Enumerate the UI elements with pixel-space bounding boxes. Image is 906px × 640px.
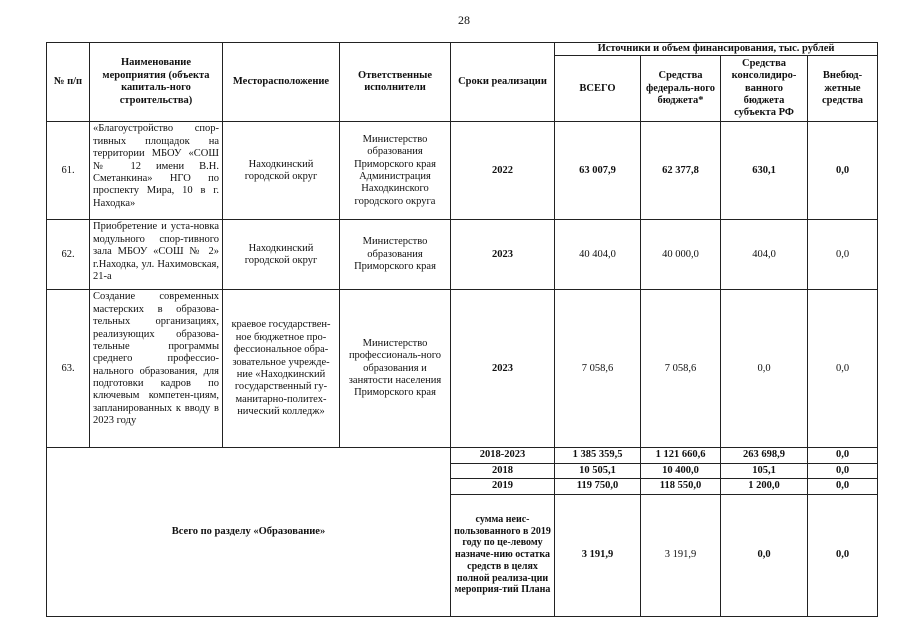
header-sources: Источники и объем финансирования, тыс. рублей	[555, 43, 878, 56]
header-terms: Сроки реализации	[451, 43, 555, 122]
row-name: Приобретение и уста-новка модульного спор-тивного зала МБОУ «СОШ № 2» г.Находка, ул. Нахимовская, 21-а	[90, 220, 223, 290]
summary-regional: 263 698,9	[721, 448, 808, 463]
summary-extra: 0,0	[808, 479, 878, 494]
table-row	[47, 290, 878, 448]
row-extra: 0,0	[808, 290, 878, 448]
table-row	[47, 122, 878, 220]
row-federal: 40 000,0	[641, 220, 721, 290]
header-name: Наименование мероприятия (объекта капиталь-ного строительства)	[90, 43, 223, 122]
summary-period: 2018	[451, 463, 555, 478]
summary-period: 2018-2023	[451, 448, 555, 463]
row-num: 62.	[47, 220, 90, 290]
header-regional: Средства консолидиро-ванного бюджета субъекта РФ	[721, 56, 808, 122]
summary-label: Всего по разделу «Образование»	[47, 448, 451, 616]
header-location: Месторасположение	[223, 43, 340, 122]
row-location: Находкинский городской округ	[223, 122, 340, 220]
row-location: краевое государствен-ное бюджетное про-фессиональное обра-зовательное учрежде-ние «Находкинский государственный гу-манитарно-политех-нический колледж»	[223, 290, 340, 448]
row-extra: 0,0	[808, 122, 878, 220]
header-extra: Внебюд-жетные средства	[808, 56, 878, 122]
row-federal: 62 377,8	[641, 122, 721, 220]
row-term: 2023	[451, 220, 555, 290]
row-total: 63 007,9	[555, 122, 641, 220]
row-total: 7 058,6	[555, 290, 641, 448]
summary-extra: 0,0	[808, 463, 878, 478]
financing-table	[46, 42, 878, 617]
row-term: 2023	[451, 290, 555, 448]
row-name: Создание современных мастерских в образова-тельных организациях, реализующих образова-тельные программы среднего профессио-нального образования, для подготовки кадров по ключевым компетен-циям, запланированных к вводу в 2023 году	[90, 290, 223, 448]
summary-federal: 118 550,0	[641, 479, 721, 494]
row-federal: 7 058,6	[641, 290, 721, 448]
summary-federal: 10 400,0	[641, 463, 721, 478]
header-responsible: Ответственные исполнители	[340, 43, 451, 122]
row-extra: 0,0	[808, 220, 878, 290]
row-regional: 0,0	[721, 290, 808, 448]
summary-total: 119 750,0	[555, 479, 641, 494]
header-total: ВСЕГО	[555, 56, 641, 122]
summary-federal: 1 121 660,6	[641, 448, 721, 463]
row-name: «Благоустройство спор-тивных площадок на территории МБОУ «СОШ № 12 имени В.Н. Сметанкина» НГО по проспекту Мира, 10 в г. Находка»	[90, 122, 223, 220]
page-number: 28	[458, 13, 470, 27]
summary-row	[47, 448, 878, 463]
summary-extra: 0,0	[808, 448, 878, 463]
summary-extra: 0,0	[808, 494, 878, 616]
header-federal: Средства федераль-ного бюджета*	[641, 56, 721, 122]
summary-federal: 3 191,9	[641, 494, 721, 616]
row-responsible: Министерство профессиональ-ного образования и занятости населения Приморского края	[340, 290, 451, 448]
summary-regional: 1 200,0	[721, 479, 808, 494]
summary-total: 3 191,9	[555, 494, 641, 616]
summary-regional: 105,1	[721, 463, 808, 478]
row-responsible: Министерство образования Приморского края	[340, 220, 451, 290]
row-term: 2022	[451, 122, 555, 220]
summary-total: 1 385 359,5	[555, 448, 641, 463]
row-regional: 630,1	[721, 122, 808, 220]
summary-period: 2019	[451, 479, 555, 494]
summary-total: 10 505,1	[555, 463, 641, 478]
row-responsible: Министерство образования Приморского края Администрация Находкинского городского округа	[340, 122, 451, 220]
row-total: 40 404,0	[555, 220, 641, 290]
summary-period: сумма неис-пользованного в 2019 году по це-левому назначе-нию остатка средств в целях полной реализа-ции мероприя-тий Плана	[451, 494, 555, 616]
header-num: № п/п	[47, 43, 90, 122]
row-num: 61.	[47, 122, 90, 220]
row-location: Находкинский городской округ	[223, 220, 340, 290]
row-num: 63.	[47, 290, 90, 448]
summary-regional: 0,0	[721, 494, 808, 616]
table-row	[47, 220, 878, 290]
row-regional: 404,0	[721, 220, 808, 290]
